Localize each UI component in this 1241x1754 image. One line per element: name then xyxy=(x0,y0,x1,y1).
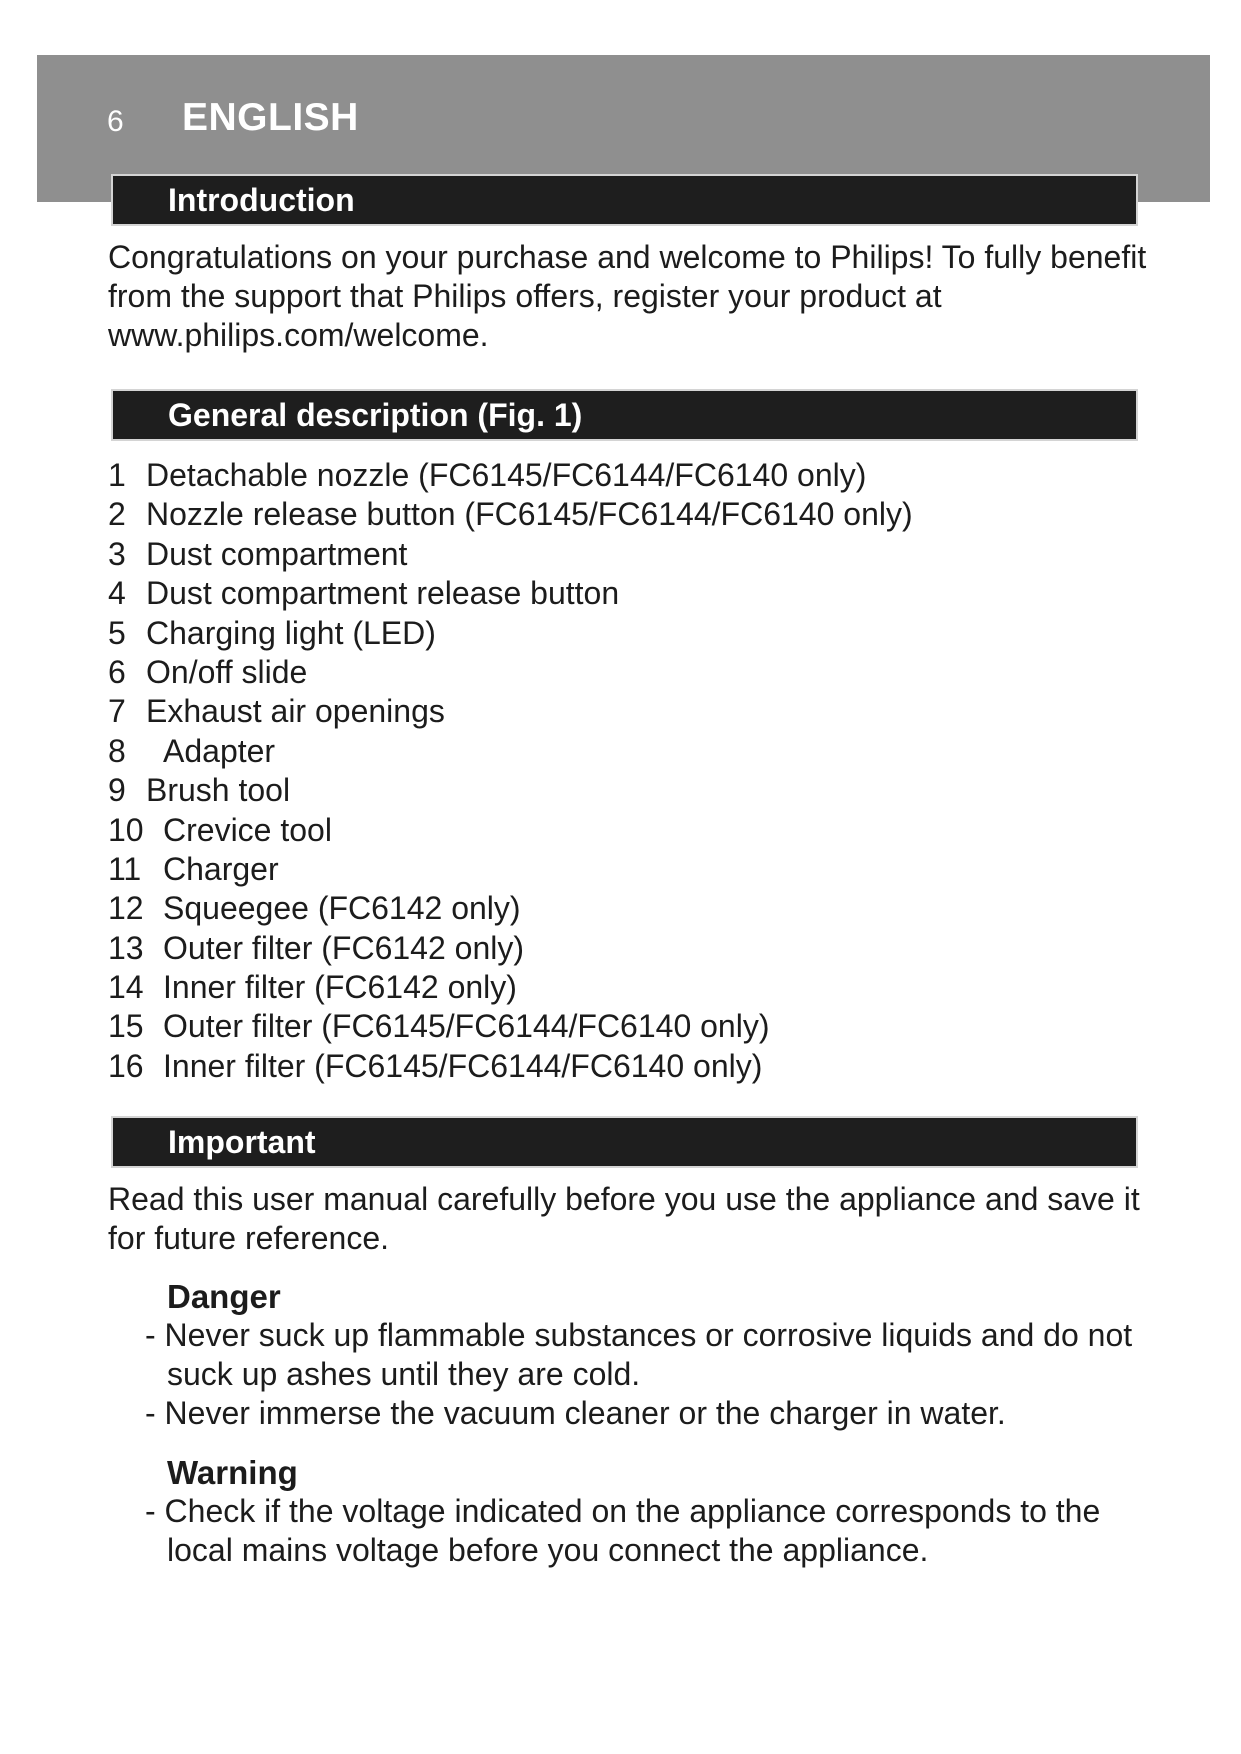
parts-list xyxy=(108,456,913,1086)
important-text: Read this user manual carefully before you use the appliance and save it for future reference. xyxy=(108,1181,1140,1256)
item-label: Inner filter (FC6142 only) xyxy=(163,969,517,1006)
warning-heading: Warning xyxy=(167,1454,298,1491)
item-number: 7 xyxy=(108,693,126,730)
item-label: Crevice tool xyxy=(163,811,332,848)
item-number: 1 xyxy=(108,457,126,493)
list-item xyxy=(108,889,913,928)
item-number: 11 xyxy=(108,850,142,887)
danger-item: - Never suck up flammable substances or corrosive liquids and do not suck up ashes until they are cold. xyxy=(145,1317,1133,1392)
item-label: Outer filter (FC6145/FC6144/FC6140 only) xyxy=(163,1008,770,1045)
language-heading: ENGLISH xyxy=(182,96,359,139)
list-item xyxy=(108,811,913,850)
list-item xyxy=(108,1047,913,1086)
item-label: On/off slide xyxy=(146,653,308,690)
item-number: 2 xyxy=(108,496,126,533)
item-number: 16 xyxy=(108,1047,144,1084)
section-heading-important: Important xyxy=(111,1116,1138,1168)
item-label: Exhaust air openings xyxy=(146,693,445,730)
item-number: 3 xyxy=(108,535,126,572)
item-label: Nozzle release button (FC6145/FC6144/FC6140 only) xyxy=(146,496,913,533)
item-label: Charger xyxy=(163,850,279,887)
list-item xyxy=(108,614,913,653)
list-item xyxy=(108,692,913,731)
list-item xyxy=(108,850,913,889)
item-label: Brush tool xyxy=(146,772,291,809)
item-label: Squeegee (FC6142 only) xyxy=(163,890,521,927)
item-number: 5 xyxy=(108,614,126,651)
introduction-text: Congratulations on your purchase and welcome to Philips! To fully benefit from the support that Philips offers, register your product at www.philips.com/welcome. xyxy=(108,239,1147,353)
item-number: 13 xyxy=(108,929,144,966)
item-number: 8 xyxy=(108,732,126,769)
item-label: Outer filter (FC6142 only) xyxy=(163,929,525,966)
list-item xyxy=(108,771,913,810)
warning-item: - Check if the voltage indicated on the appliance corresponds to the local mains voltage before you connect the appliance. xyxy=(145,1493,1101,1568)
list-item xyxy=(108,456,913,495)
list-item xyxy=(108,732,913,771)
list-item xyxy=(108,535,913,574)
item-label: Detachable nozzle (FC6145/FC6144/FC6140 only) xyxy=(146,457,867,493)
item-label: Inner filter (FC6145/FC6144/FC6140 only) xyxy=(163,1047,763,1084)
item-number: 10 xyxy=(108,811,144,848)
page-number: 6 xyxy=(107,105,124,138)
list-item xyxy=(108,574,913,613)
list-item xyxy=(108,495,913,534)
item-number: 6 xyxy=(108,653,126,690)
section-heading-general-description: General description (Fig. 1) xyxy=(111,389,1138,441)
list-item xyxy=(108,929,913,968)
item-label: Adapter xyxy=(163,732,276,769)
item-number: 12 xyxy=(108,890,144,927)
item-number: 14 xyxy=(108,969,144,1006)
list-item xyxy=(108,1007,913,1046)
danger-item: - Never immerse the vacuum cleaner or the charger in water. xyxy=(145,1395,1006,1431)
list-item xyxy=(108,968,913,1007)
item-number: 9 xyxy=(108,772,126,809)
danger-heading: Danger xyxy=(167,1278,281,1315)
item-number: 4 xyxy=(108,575,126,612)
item-number: 15 xyxy=(108,1008,144,1045)
list-item xyxy=(108,653,913,692)
item-label: Charging light (LED) xyxy=(146,614,436,651)
section-heading-introduction: Introduction xyxy=(111,174,1138,226)
item-label: Dust compartment xyxy=(146,535,408,572)
item-label: Dust compartment release button xyxy=(146,575,620,612)
